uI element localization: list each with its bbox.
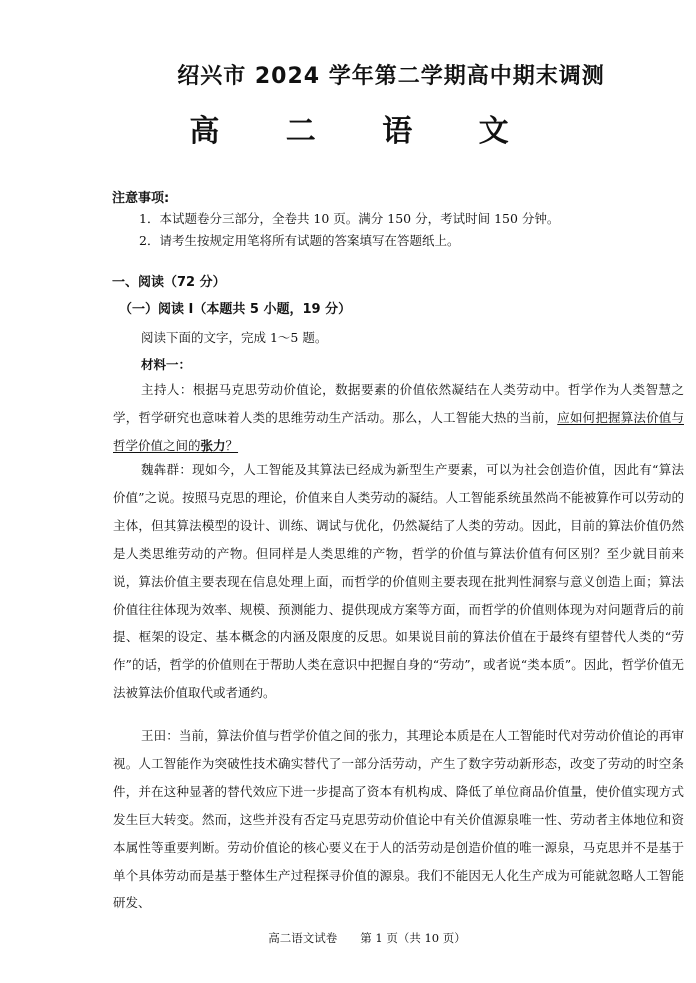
material-label: 材料一： [141, 357, 192, 372]
underlined-question-text: 应如何把握算法价值与哲学价值之间的 [113, 409, 684, 453]
page-footer: 高二语文试卷 第 1 页（共 10 页） [268, 931, 466, 945]
notes-heading: 注意事项: [112, 191, 170, 206]
question-mark: ？ [225, 437, 239, 453]
exam-title: 绍兴市 2024 学年第二学期高中期末调测 [177, 64, 605, 89]
sub-section-heading: （一）阅读 I（本题共 5 小题，19 分） [119, 302, 352, 317]
paragraph-host-text: 主持人：根据马克思劳动价值论，数据要素的价值依然凝结在人类劳动中。哲学作为人类智慧之学，哲学研究也意味着人类的思维劳动生产活动。那么，人工智能大热的当前， [113, 382, 684, 425]
paragraph-wei-benqun: 魏犇群：现如今，人工智能及其算法已经成为新型生产要素，可以为社会创造价值，因此有“算法价值”之说。按照马克思的理论，价值来自人类劳动的凝结。人工智能系统虽然尚不能被算作可以劳动的主体，但其算法模型的设计、训练、调试与优化，仍然凝结了人类的劳动。因此，目前的算法价值仍然是人类思维劳动的产物。但同样是人类思维的产物，哲学的价值与算法价值有何区别？至少就目前来说，算法价值主要表现在信息处理上面，而哲学的价值则主要表现在批判性洞察与意义创造上面；算法价值往往体现为效率、规模、预测能力、提供现成方案等方面，而哲学的价值则体现为对问题背后的前提、框架的设定、基本概念的内涵及限度的反思。如果说目前的算法价值在于最终有望替代人类的“劳作”的话，哲学的价值则在于帮助人类在意识中把握自身的“劳动”，或者说“类本质”。因此，哲学价值无法被算法价值取代或者通约。 [113, 462, 684, 701]
note-item-2: 2．请考生按规定用笔将所有试题的答案填写在答题纸上。 [139, 233, 460, 248]
paragraph-wang-tian: 王田：当前，算法价值与哲学价值之间的张力，其理论本质是在人工智能时代对劳动价值论的再审视。人工智能作为突破性技术确实替代了一部分活劳动，产生了数字劳动新形态，改变了劳动的时空条件，并在这种显著的替代效应下进一步提高了资本有机构成、降低了单位商品价值量，使价值实现方式发生巨大转变。然而，这些并没有否定马克思劳动价值论中有关价值源泉唯一性、劳动者主体地位和资本属性等重要判断。劳动价值论的核心要义在于人的活劳动是创造价值的唯一源泉，马克思并不是基于单个具体劳动而是基于整体生产过程探寻价值的源泉。我们不能因无人化生产成为可能就忽略人工智能研发、 [113, 728, 684, 911]
emphasis-word: 张力 [200, 437, 226, 453]
section-heading: 一、阅读（72 分） [112, 275, 226, 290]
subject-title: 高 二 语 文 [189, 114, 537, 149]
paragraph-host [113, 376, 684, 460]
note-item-1: 1．本试题卷分三部分，全卷共 10 页。满分 150 分，考试时间 150 分钟。 [139, 211, 560, 226]
reading-instruction: 阅读下面的文字，完成 1～5 题。 [141, 330, 328, 345]
